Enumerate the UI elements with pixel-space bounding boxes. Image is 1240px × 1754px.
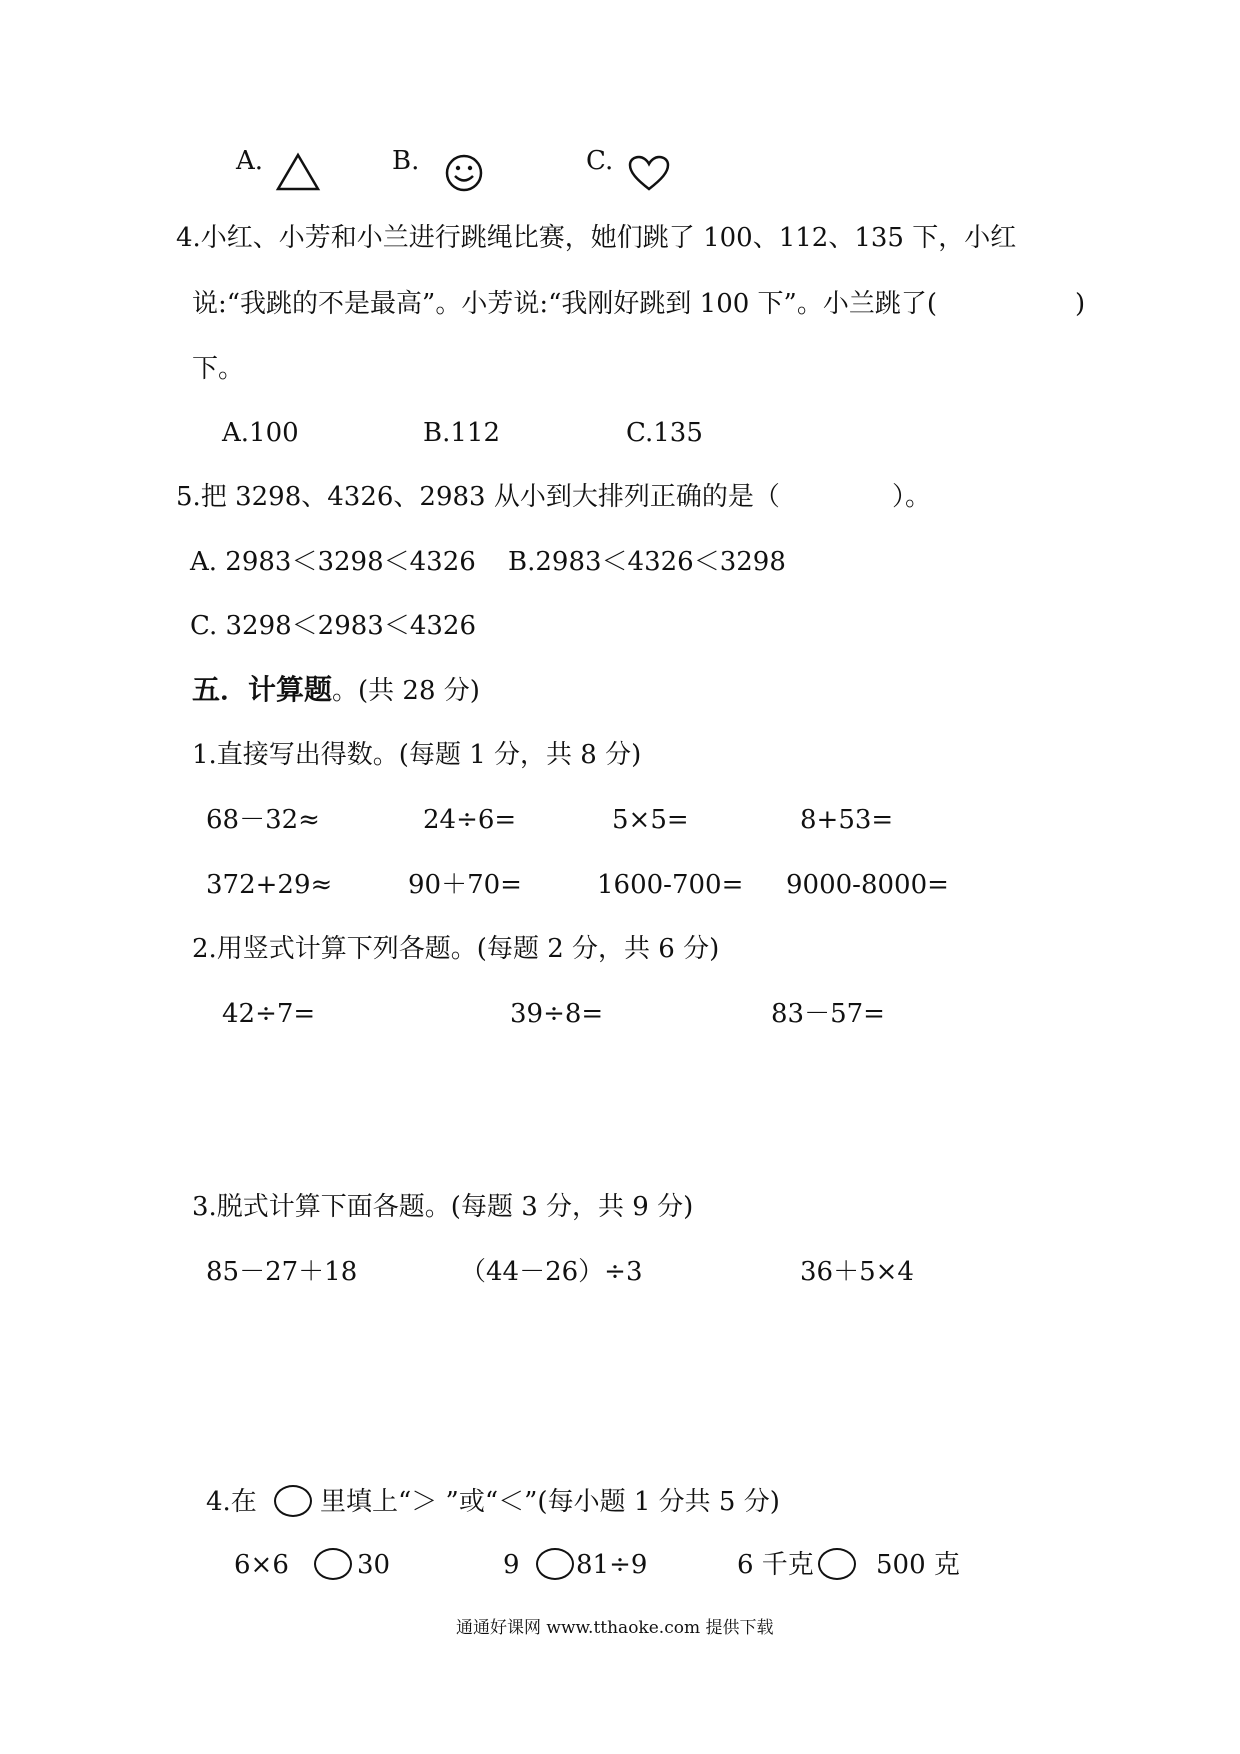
sub1-item: 8+53= (800, 805, 894, 835)
triangle-icon (275, 152, 321, 192)
sub1-item: 68－32≈ (206, 805, 320, 835)
sub3-item: 36＋5×4 (800, 1257, 914, 1287)
q5-option-c: C. 3298＜2983＜4326 (190, 611, 477, 641)
sub4-heading-pre: 4.在 (206, 1487, 257, 1517)
sub3-item: （44－26）÷3 (460, 1257, 643, 1287)
footer-text: 通通好课网 www.tthaoke.com 提供下载 (456, 1618, 774, 1638)
sub3-item: 85－27＋18 (206, 1257, 358, 1287)
sub4-item3-right: 500 克 (876, 1550, 960, 1580)
q4-option-c: C.135 (626, 418, 703, 448)
q4-option-a: A.100 (222, 418, 299, 448)
section-5-points: 。(共 28 分) (332, 676, 480, 706)
heart-icon (628, 155, 670, 193)
section-5-title: 五．计算题 (192, 673, 333, 706)
sub4-item1-left: 6×6 (234, 1550, 289, 1580)
section-5-heading (192, 674, 480, 706)
sub3-heading: 3.脱式计算下面各题。(每题 3 分，共 9 分) (192, 1192, 694, 1222)
q4-line-1: 4.小红、小芳和小兰进行跳绳比赛，她们跳了 100、112、135 下，小红 (176, 223, 1017, 253)
sub1-item: 372+29≈ (206, 870, 333, 900)
sub2-item: 42÷7= (222, 999, 316, 1029)
q5-option-a: A. 2983＜3298＜4326 (190, 547, 476, 577)
q5-option-b: B.2983＜4326＜3298 (508, 547, 786, 577)
sub2-item: 83－57= (771, 999, 885, 1029)
q3-option-b-label: B. (392, 146, 420, 176)
circle-blank-icon (274, 1485, 312, 1517)
q5-stem-close: ）。 (892, 482, 932, 512)
compare-circle-input[interactable] (536, 1548, 574, 1580)
q4-line-3: 下。 (192, 354, 245, 384)
sub2-heading: 2.用竖式计算下列各题。(每题 2 分，共 6 分) (192, 934, 720, 964)
compare-circle-input[interactable] (818, 1548, 856, 1580)
sub4-item3-left: 6 千克 (737, 1550, 814, 1580)
sub4-item2-right: 81÷9 (576, 1550, 648, 1580)
sub1-item: 90＋70= (408, 870, 522, 900)
sub1-item: 9000-8000= (786, 870, 949, 900)
smiley-face-icon (444, 153, 484, 193)
q4-line-2: 说:“我跳的不是最高”。小芳说:“我刚好跳到 100 下”。小兰跳了( (192, 289, 937, 319)
q3-option-c-label: C. (586, 146, 614, 176)
compare-circle-input[interactable] (314, 1548, 352, 1580)
sub2-item: 39÷8= (510, 999, 604, 1029)
sub1-item: 5×5= (612, 805, 689, 835)
q3-option-a-label: A. (236, 146, 264, 176)
sub4-item2-left: 9 (503, 1550, 520, 1580)
q4-option-b: B.112 (423, 418, 500, 448)
sub4-heading-post: 里填上“＞ ”或“＜”(每小题 1 分共 5 分) (320, 1487, 780, 1517)
q4-answer-close-paren: ) (1075, 289, 1086, 319)
sub4-item1-right: 30 (357, 1550, 391, 1580)
q5-stem: 5.把 3298、4326、2983 从小到大排列正确的是（ (176, 482, 780, 512)
sub1-heading: 1.直接写出得数。(每题 1 分，共 8 分) (192, 740, 642, 770)
sub1-item: 1600-700= (597, 870, 744, 900)
sub1-item: 24÷6= (423, 805, 517, 835)
